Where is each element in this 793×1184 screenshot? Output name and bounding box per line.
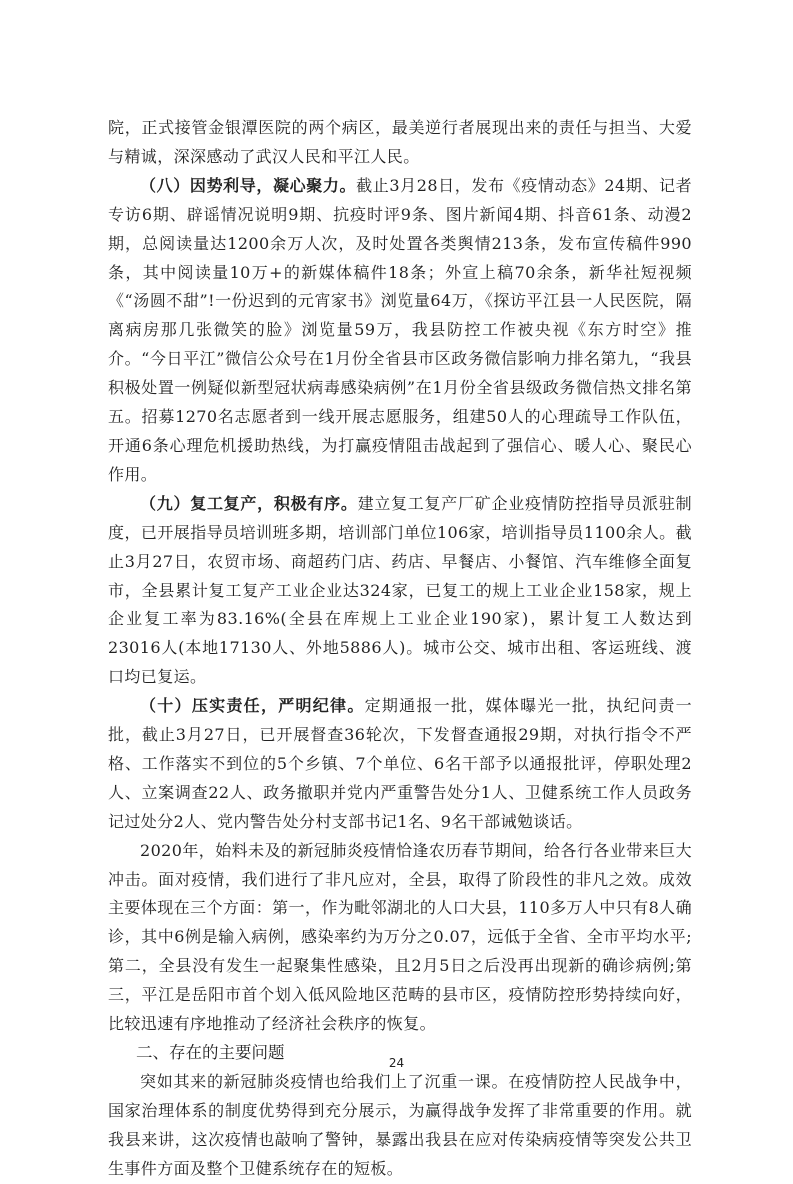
- paragraph-lead: （九）复工复产，积极有序。: [140, 493, 358, 513]
- paragraph-item-9: [108, 490, 692, 692]
- paragraph-text: 2020年，始料未及的新冠肺炎疫情恰逢农历春节期间，给各行各业带来巨大冲击。面对疫情，我们进行了非凡应对，全县，取得了阶段性的非凡之效。成效主要体现在三个方面：第一，作为毗邻湖北的人口大县，110多万人中只有8人确诊，其中6例是输入病例，感染率约为万分之0.07，远低于全省、全市平均水平;第二，全县没有发生一起聚集性感染，且2月5日之后没再出现新的确诊病例;第三，平江是岳阳市首个划入低风险地区范畴的县市区，疫情防控形势持续向好，比较迅速有序地推动了经济社会秩序的恢复。: [108, 840, 692, 1034]
- paragraph-text: 院，正式接管金银潭医院的两个病区，最美逆行者展现出来的责任与担当、大爱与精诚，深深感动了武汉人民和平江人民。: [108, 118, 692, 166]
- paragraph-text: 突如其来的新冠肺炎疫情也给我们上了沉重一课。在疫情防控人民战争中，国家治理体系的制度优势得到充分展示，为赢得战争发挥了非常重要的作用。就我县来讲，这次疫情也敲响了警钟，暴露出我县在应对传染病疫情等突发公共卫生事件方面及整个卫健系统存在的短板。: [108, 1071, 692, 1178]
- page-content: [108, 114, 692, 1184]
- section-heading: 二、存在的主要问题: [136, 1043, 285, 1062]
- paragraph-text: 截止3月28日，发布《疫情动态》24期、记者专访6期、辟谣情况说明9期、抗疫时评9条、图片新闻4期、抖音61条、动漫2期，总阅读量达1200余万人次，及时处置各类舆情213条，发布宣传稿件990条，其中阅读量10万+的新媒体稿件18条；外宣上稿70余条，新华社短视频《“汤圆不甜”!一份迟到的元宵家书》浏览量64万，《探访平江县一人民医院，隔离病房那几张微笑的脸》浏览量59万，我县防控工作被央视《东方时空》推介。“今日平江”微信公众号在1月份全省县市区政务微信影响力排名第九，“我县积极处置一例疑似新型冠状病毒感染病例”在1月份全省县级政务微信热文排名第五。招募1270名志愿者到一线开展志愿服务，组建50人的心理疏导工作队伍，开通6条心理危机援助热线，为打赢疫情阻击战起到了强信心、暖人心、聚民心作用。: [108, 175, 693, 484]
- paragraph-item-8: [108, 172, 692, 490]
- paragraph-item-10: [108, 692, 692, 837]
- paragraph-text: 建立复工复产厂矿企业疫情防控指导员派驻制度，已开展指导员培训班多期，培训部门单位106家，培训指导员1100余人。截止3月27日，农贸市场、商超药门店、药店、早餐店、小餐馆、汽车维修全面复市，全县累计复工复产工业企业达324家，已复工的规上工业企业158家，规上企业复工率为83.16%(全县在库规上工业企业190家)，累计复工人数达到23016人(本地17130人、外地5886人)。城市公交、城市出租、客运班线、渡口均已复运。: [108, 493, 692, 687]
- paragraph-continuation: [108, 114, 692, 172]
- paragraph-summary: [108, 837, 692, 1039]
- paragraph-lead: （八）因势利导，凝心聚力。: [140, 175, 357, 195]
- page-number: 24: [388, 1056, 405, 1070]
- paragraph-final: [108, 1068, 692, 1184]
- paragraph-text: 定期通报一批，媒体曝光一批，执纪问责一批，截止3月27日，已开展督查36轮次，下发督查通报29期，对执行指令不严格、工作落实不到位的5个乡镇、7个单位、6名干部予以通报批评，停职处理2人、立案调查22人、政务撤职并党内严重警告处分1人、卫健系统工作人员政务记过处分2人、党内警告处分村支部书记1名、9名干部诫勉谈话。: [108, 696, 692, 831]
- paragraph-lead: （十）压实责任，严明纪律。: [140, 696, 365, 716]
